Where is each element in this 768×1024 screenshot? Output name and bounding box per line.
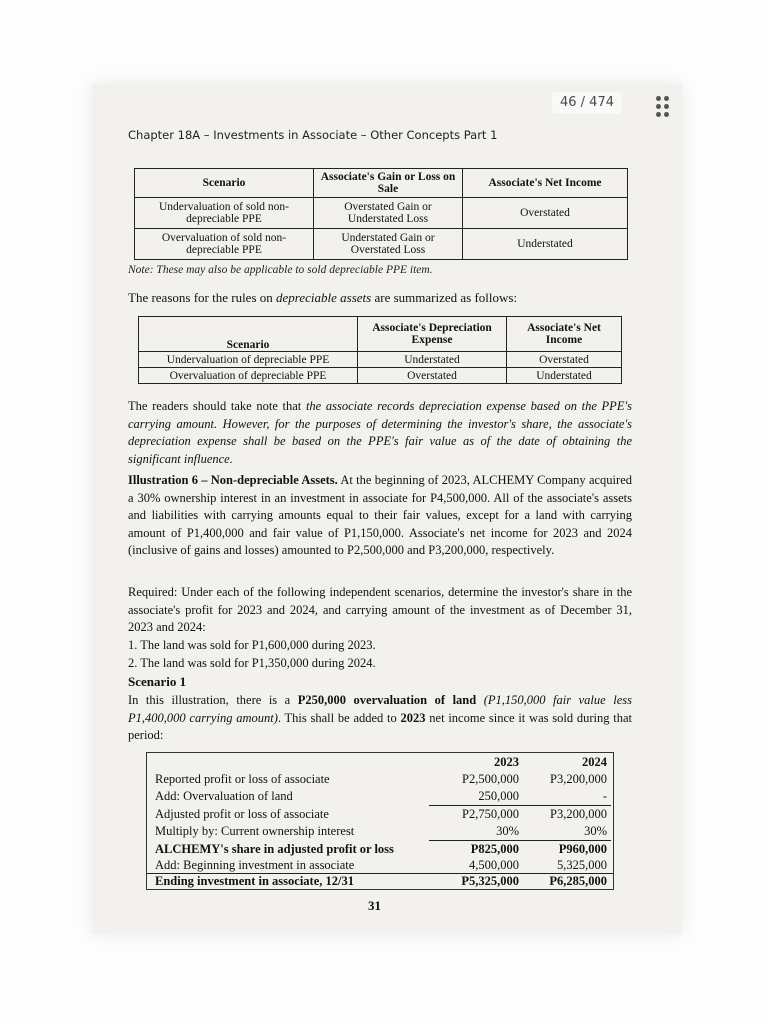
- table-cell: Understated: [507, 368, 622, 384]
- table-row: ALCHEMY's share in adjusted profit or loss P825,000 P960,000: [155, 842, 607, 856]
- table-row: [139, 352, 622, 368]
- reasons-intro: The reasons for the rules on depreciable assets are summarized as follows:: [128, 290, 518, 305]
- table-cell: Overstated: [463, 198, 628, 229]
- table-cell: Understated: [463, 229, 628, 260]
- table-note: Note: These may also be applicable to sold depreciable PPE item.: [128, 264, 433, 276]
- table-header-row: [139, 317, 622, 352]
- table-row: [135, 229, 628, 260]
- scenario-paragraph: In this illustration, there is a P250,000 overvaluation of land (P1,150,000 fair value less P1,400,000 carrying amount). This shall be added to 2023 net income since it was sold during that period:: [128, 693, 632, 743]
- kebab-menu-icon[interactable]: [656, 96, 678, 118]
- computation-table: [146, 752, 614, 890]
- page-number: 31: [368, 898, 381, 913]
- table-row: [135, 198, 628, 229]
- table-row-total: Ending investment in associate, 12/31 P5,325,000 P6,285,000: [155, 874, 607, 888]
- scenario-list: [128, 637, 632, 672]
- table-row: Multiply by: Current ownership interest 30% 30%: [155, 824, 607, 838]
- year-header: 2024: [582, 755, 607, 769]
- readers-note-paragraph: The readers should take note that the associate records depreciation expense based on the PPE's carrying amount. However, for the purposes of determining the investor's share, the associate's depreciation expense shall be based on the PPE's fair value as of the date of obtaining the significant influence.: [128, 399, 632, 466]
- chapter-title: Chapter 18A – Investments in Associate – Other Concepts Part 1: [128, 128, 498, 142]
- table-cell: Undervaluation of depreciable PPE: [139, 352, 358, 368]
- year-header-row: [147, 754, 613, 770]
- scenario-heading: Scenario 1: [128, 674, 187, 689]
- year-header: 2023: [494, 755, 519, 769]
- table-cell: Overvaluation of sold non-depreciable PPE: [135, 229, 314, 260]
- table-header: Scenario: [139, 317, 358, 352]
- table-cell: Overstated Gain or Understated Loss: [314, 198, 463, 229]
- table-row: Reported profit or loss of associate P2,500,000 P3,200,000: [155, 772, 607, 786]
- table-cell: Overstated: [358, 368, 507, 384]
- table-cell: Overstated: [507, 352, 622, 368]
- list-item: 1. The land was sold for P1,600,000 during 2023.: [128, 638, 376, 652]
- table-cell: Undervaluation of sold non-depreciable PPE: [135, 198, 314, 229]
- table-cell: Overvaluation of depreciable PPE: [139, 368, 358, 384]
- depreciation-effects-table: [138, 316, 622, 384]
- table-cell: Understated: [358, 352, 507, 368]
- required-paragraph: Required: Under each of the following independent scenarios, determine the investor's share in the associate's profit for 2023 and 2024, and carrying amount of the investment as of December 31, 2023 and 2024:: [128, 585, 632, 635]
- table-header: Scenario: [135, 169, 314, 198]
- table-header: Associate's Gain or Loss on Sale: [314, 169, 463, 198]
- table-header: Associate's Net Income: [463, 169, 628, 198]
- illustration-paragraph: Illustration 6 – Non-depreciable Assets. At the beginning of 2023, ALCHEMY Company acquired a 30% ownership interest in an investment in associate for P4,500,000. All of the associate's assets and liabilities with carrying amounts equal to their fair values, except for a land with carrying amount of P1,400,000 and fair value of P1,150,000. Associate's net income for 2023 and 2024 (inclusive of gains and losses) amounted to P2,500,000 and P3,200,000, respectively.: [128, 473, 632, 558]
- table-cell: Understated Gain or Overstated Loss: [314, 229, 463, 260]
- table-row: [139, 368, 622, 384]
- illustration-heading: Illustration 6 – Non-depreciable Assets.: [128, 473, 338, 487]
- page-counter: 46 / 474: [552, 92, 622, 114]
- table-row: Adjusted profit or loss of associate P2,750,000 P3,200,000: [155, 807, 607, 821]
- table-row: Add: Overvaluation of land 250,000 -: [155, 789, 607, 803]
- sale-effects-table: [134, 168, 628, 260]
- list-item: 2. The land was sold for P1,350,000 during 2024.: [128, 655, 376, 670]
- table-header: Associate's Depreciation Expense: [358, 317, 507, 352]
- table-header-row: [135, 169, 628, 198]
- table-row: Add: Beginning investment in associate 4,500,000 5,325,000: [155, 858, 607, 872]
- table-header: Associate's Net Income: [507, 317, 622, 352]
